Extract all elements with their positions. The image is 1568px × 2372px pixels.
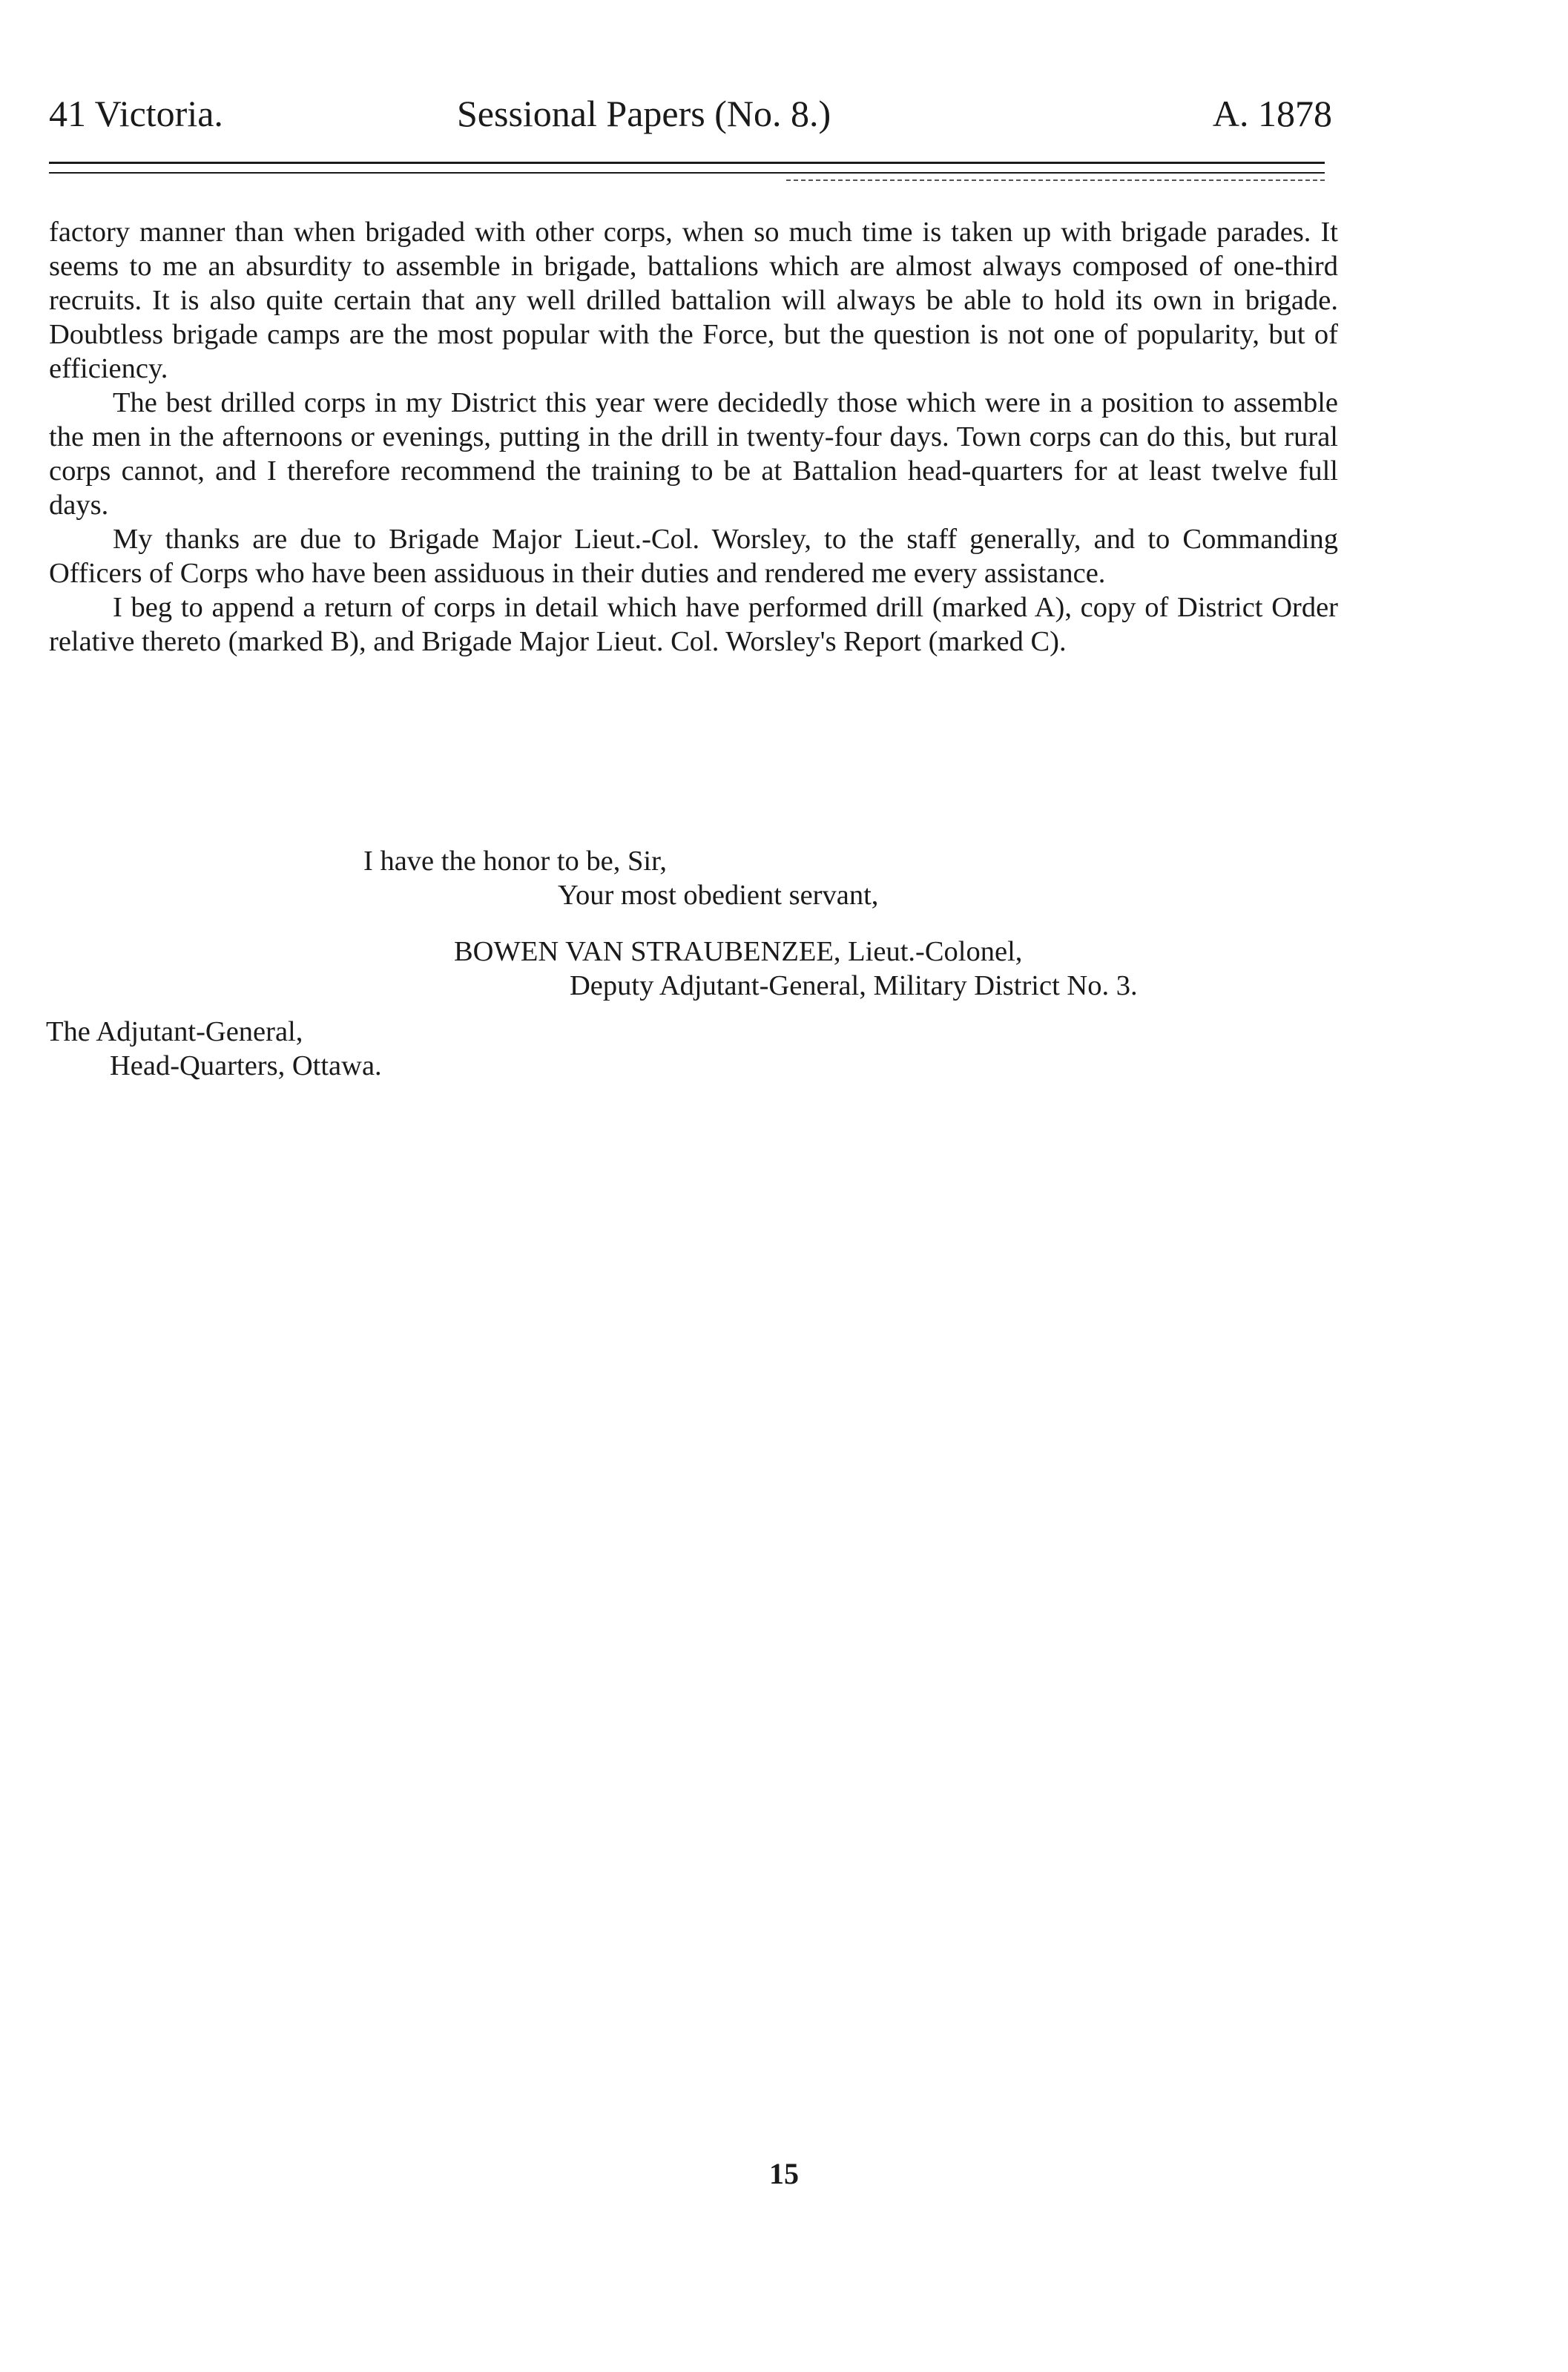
addressee-line: The Adjutant-General,	[46, 1016, 303, 1047]
header-publication: Sessional Papers (No. 8.)	[457, 93, 831, 134]
addressee-line: Head-Quarters, Ottawa.	[110, 1050, 382, 1081]
valediction-line: Your most obedient servant,	[558, 880, 879, 911]
paragraph: factory manner than when brigaded with other corps, when so much time is taken up with brigade parades. It seems to me an absurdity to assemble in brigade, battalions which are almost always composed of one-third recruits. It is also quite certain that any well drilled battalion will always be able to hold its own in brigade. Doubtless brigade camps are the most popular with the Force, but the question is not one of popularity, but of efficiency.	[49, 217, 1338, 384]
paragraph: The best drilled corps in my District this year were decidedly those which were in a position to assemble the men in the afternoons or evenings, putting in the drill in twenty-four days. Town corps can do this, but rural corps cannot, and I therefore recommend the training to be at Battalion head-quarters for at least twelve full days.	[49, 387, 1338, 521]
header-rule-thick	[49, 162, 1325, 164]
signatory-title: Deputy Adjutant-General, Military District No. 3.	[570, 970, 1138, 1001]
header-rule-dashed	[786, 179, 1325, 181]
page-number: 15	[769, 2157, 799, 2190]
paragraph: My thanks are due to Brigade Major Lieut.-Col. Worsley, to the staff generally, and to Commanding Officers of Corps who have been assiduous in their duties and rendered me every assistance.	[49, 524, 1338, 589]
valediction-line: I have the honor to be, Sir,	[363, 846, 668, 877]
paragraph: I beg to append a return of corps in detail which have performed drill (marked A), copy of District Order relative thereto (marked B), and Brigade Major Lieut. Col. Worsley's Report (marked C).	[49, 592, 1338, 657]
signatory-name: BOWEN VAN STRAUBENZEE, Lieut.-Colonel,	[454, 936, 1023, 967]
report-body	[49, 215, 1338, 659]
header-year: A. 1878	[1212, 93, 1332, 134]
header-session: 41 Victoria.	[49, 93, 223, 134]
running-header	[49, 88, 1332, 139]
header-rule-thin	[49, 172, 1325, 174]
